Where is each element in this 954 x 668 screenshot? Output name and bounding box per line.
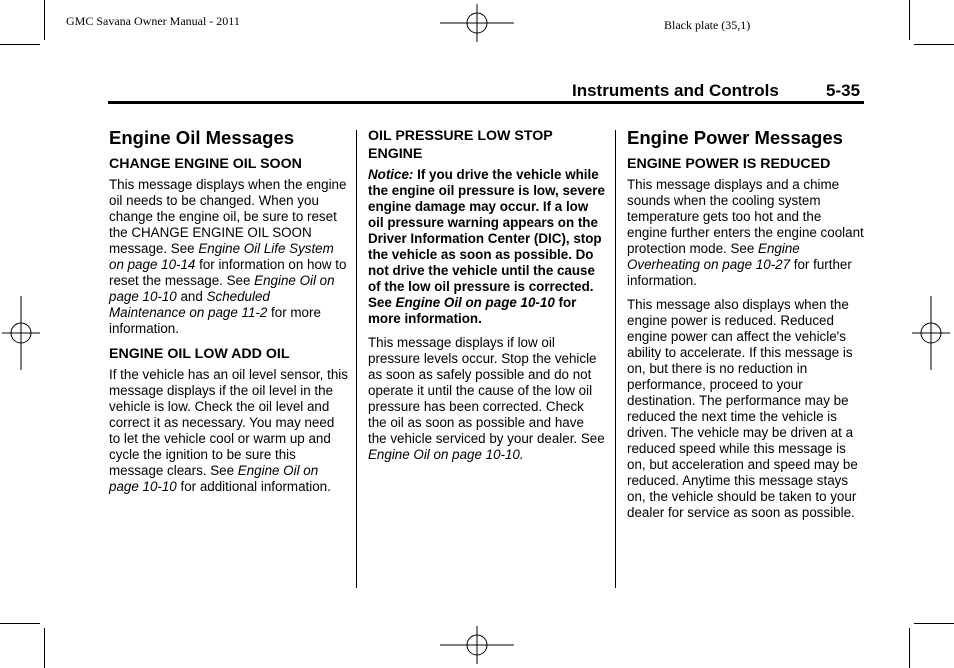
column-divider: [356, 130, 357, 588]
registration-mark-icon: [440, 626, 514, 664]
cross-reference: Engine Oil on page 10‑10: [109, 273, 335, 304]
header-rule: [108, 101, 864, 104]
manual-title: GMC Savana Owner Manual - 2011: [66, 14, 240, 28]
subheading-change-engine-oil-soon: CHANGE ENGINE OIL SOON: [109, 156, 302, 172]
subheading-engine-power-is-reduced: ENGINE POWER IS REDUCED: [627, 156, 831, 172]
paragraph: This message also displays when the engine power is reduced. Reduced engine power can affect the vehicle's ability to accelerate. If this message is on, but there is no reduction in performance, proceed to your destination. The performance may be reduced the next time the vehicle is driven. The vehicle may be driven at a reduced speed while this message is on, but acceleration and speed may be reduced. Anytime this message stays on, the vehicle should be taken to your dealer for service as soon as possible.: [627, 297, 858, 520]
cross-reference: Engine Oil on page 10‑10.: [368, 447, 524, 462]
cross-reference: Scheduled Maintenance on page 11‑2: [109, 289, 270, 320]
registration-mark-icon: [440, 4, 514, 42]
crop-mark: [914, 623, 954, 624]
column-2: [368, 127, 606, 471]
paragraph: If the vehicle has an oil level sensor, this message displays if the oil level in the vehicle is low. Check the oil level and correct it as necessary. You may need to let the vehicle cool or warm up and cycle the ignition to be sure this message clears. See Engine Oil on page 10‑10 for additional information.: [109, 367, 348, 494]
cross-reference: Engine Oil on page 10‑10: [395, 295, 555, 310]
notice-paragraph: Notice: If you drive the vehicle while the engine oil pressure is low, severe engine damage may occur. If a low oil pressure warning appears on the Driver Information Center (DIC), stop the vehicle as soon as possible. Do not drive the vehicle until the cause of the low oil pressure is corrected. See Engine Oil on page 10‑10 for more information.: [368, 167, 605, 326]
plate-label: Black plate (35,1): [664, 18, 751, 32]
notice-label: Notice:: [368, 167, 414, 182]
cross-reference: Engine Oil on page 10‑10: [109, 463, 319, 494]
paragraph: This message displays when the engine oil needs to be changed. When you change the engine oil, be sure to reset the CHANGE ENGINE OIL SOON message. See Engine Oil Life System on page 10‑14 for information on how to reset the message. See Engine Oil on page 10‑10 and Scheduled Maintenance on page 11‑2 for more information.: [109, 177, 347, 336]
paragraph: This message displays and a chime sounds when the cooling system temperature gets too hot and the engine further enters the engine coolant protection mode. See Engine Overheating on page 10‑27 for further information.: [627, 177, 864, 288]
subheading-oil-pressure-low-stop-engine: OIL PRESSURE LOW STOP ENGINE: [368, 128, 553, 162]
column-divider: [615, 130, 616, 588]
crop-mark: [909, 0, 910, 40]
column-1: [109, 127, 349, 503]
cross-reference: Engine Oil Life System on page 10‑14: [109, 241, 334, 272]
paragraph: This message displays if low oil pressure levels occur. Stop the vehicle as soon as safely possible and do not operate it until the cause of the low oil pressure has been corrected. Check the oil as soon as possible and have the vehicle serviced by your dealer. See Engine Oil on page 10‑10.: [368, 335, 605, 462]
crop-mark: [0, 44, 40, 45]
crop-mark: [44, 628, 45, 668]
heading-engine-power-messages: Engine Power Messages: [627, 127, 843, 148]
column-3: [627, 127, 865, 529]
heading-engine-oil-messages: Engine Oil Messages: [109, 127, 295, 148]
page-number: 5-35: [826, 81, 861, 100]
cross-reference: Engine Overheating on page 10‑27: [627, 241, 800, 272]
subheading-engine-oil-low-add-oil: ENGINE OIL LOW ADD OIL: [109, 346, 290, 362]
section-title: Instruments and Controls: [572, 81, 779, 100]
crop-mark: [44, 0, 45, 40]
registration-mark-icon: [912, 296, 950, 370]
crop-mark: [0, 623, 40, 624]
crop-mark: [914, 44, 954, 45]
registration-mark-icon: [2, 296, 40, 370]
crop-mark: [909, 628, 910, 668]
